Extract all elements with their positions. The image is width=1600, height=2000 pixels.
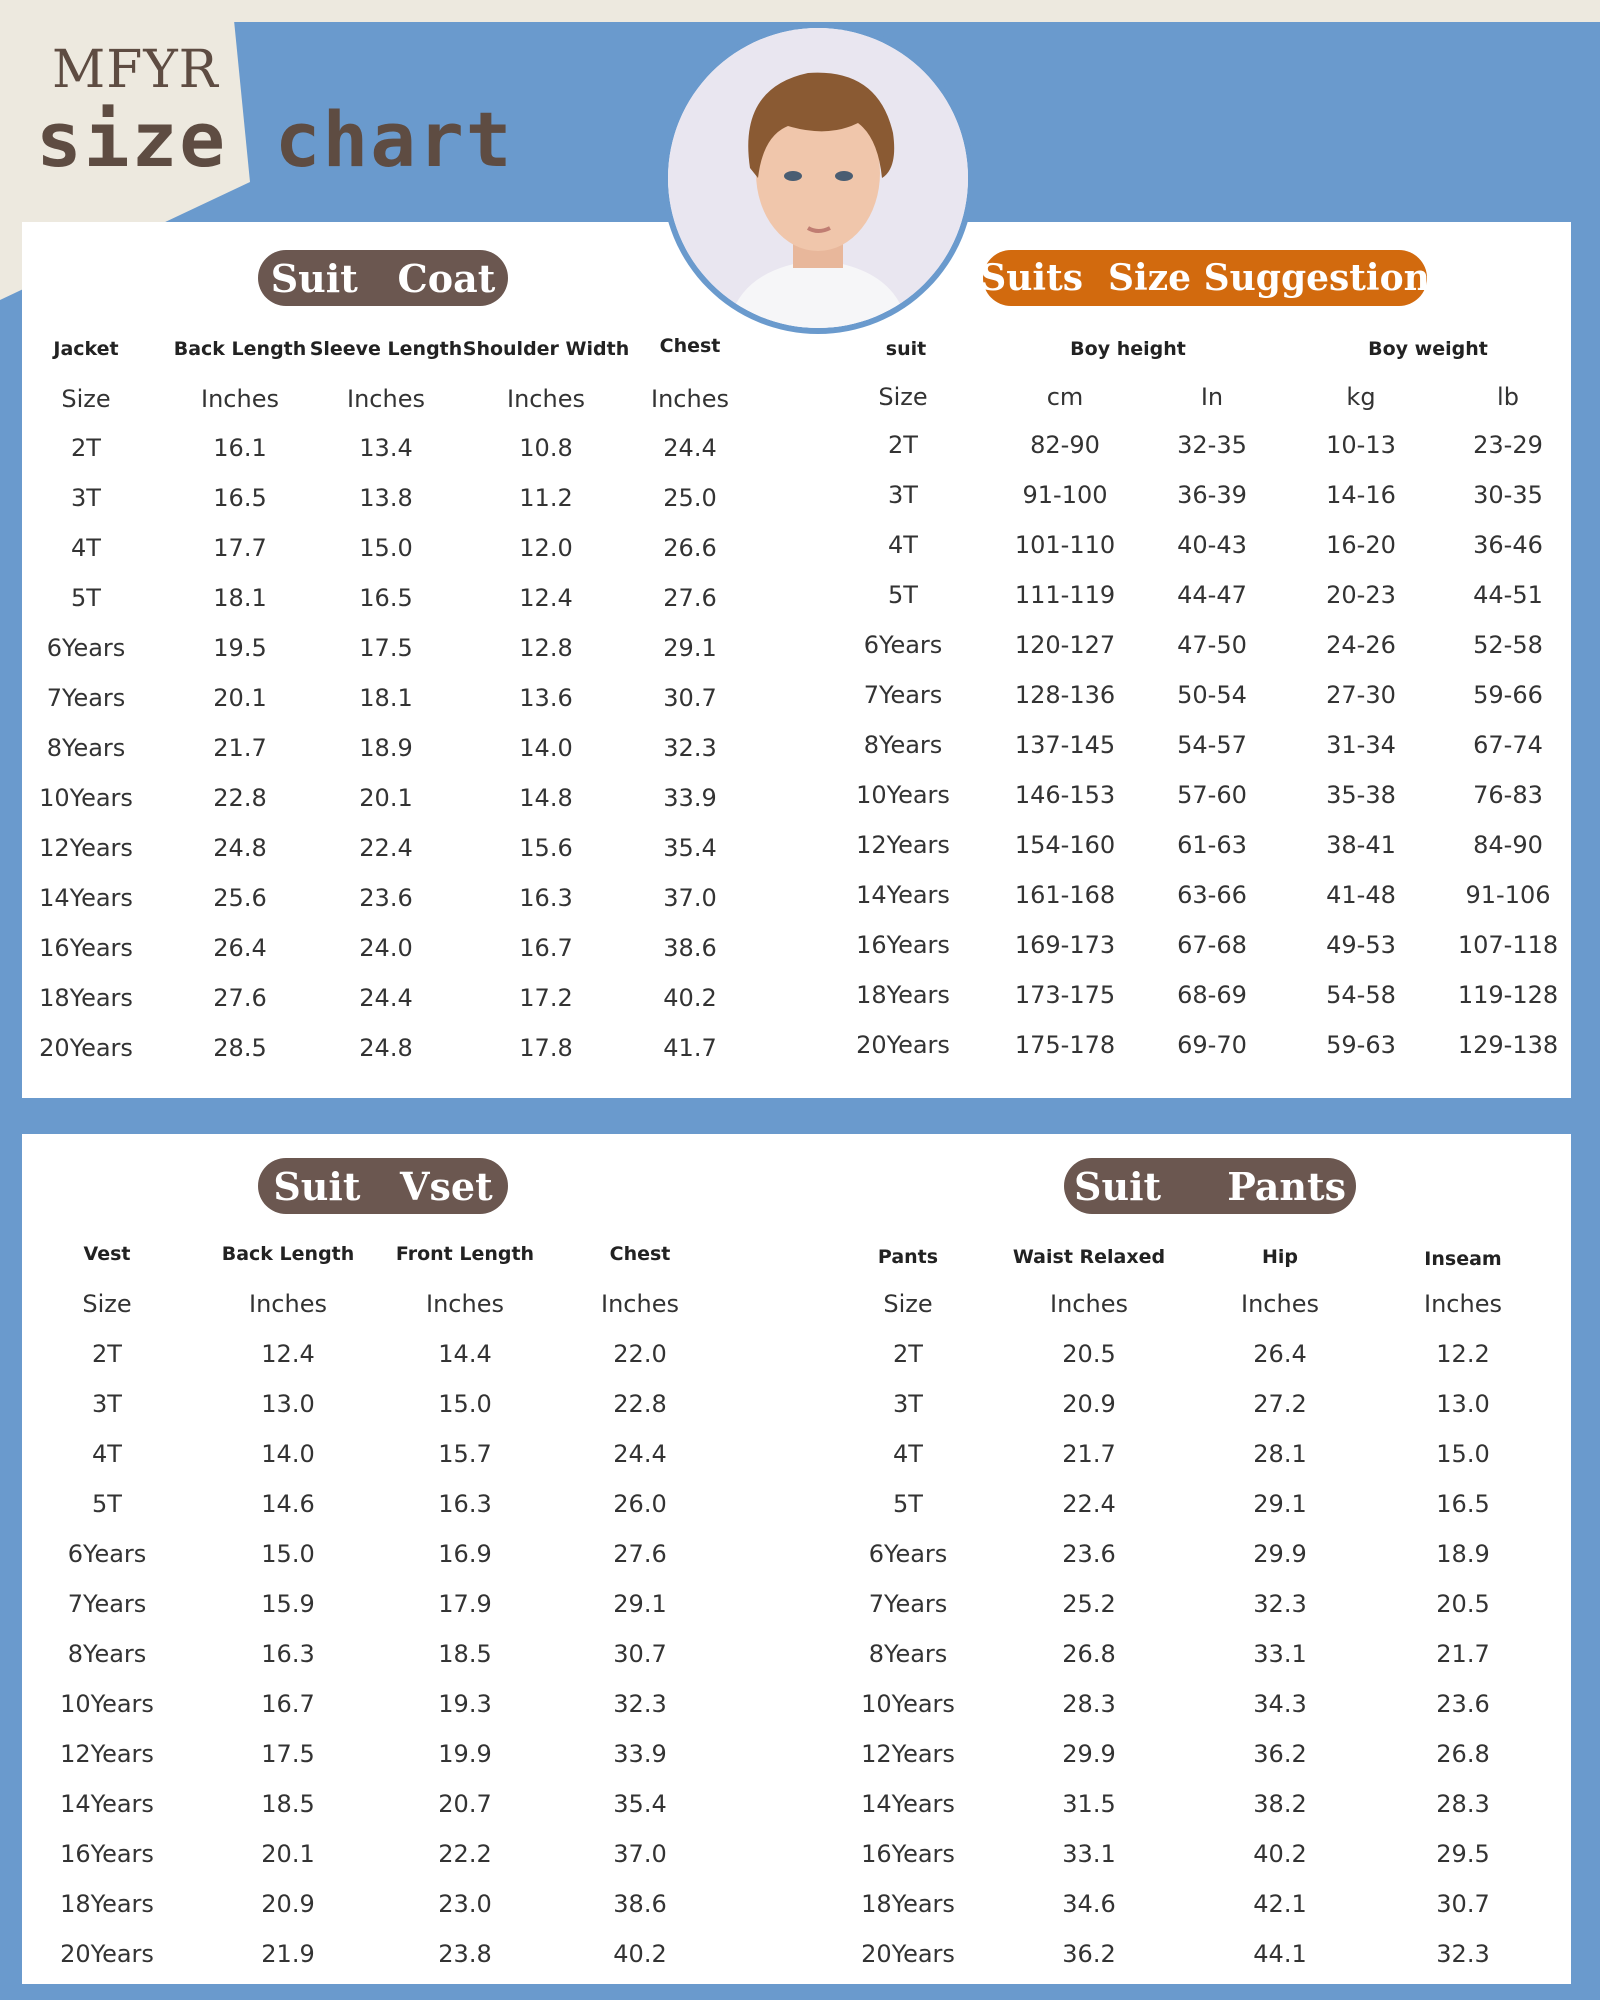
suggestion-column-header: suit — [885, 338, 927, 360]
pants-table-cell: 28.3 — [1436, 1790, 1490, 1818]
coat-table-cell: 14.8 — [519, 784, 573, 812]
suggestion-table-cell: 82-90 — [1030, 431, 1100, 459]
suggestion-table-cell: 49-53 — [1326, 931, 1396, 959]
coat-table-cell: 12Years — [39, 834, 133, 862]
vest-table-cell: 29.1 — [613, 1590, 667, 1618]
suggestion-table-cell: 91-100 — [1022, 481, 1108, 509]
pants-table-cell: 8Years — [868, 1640, 948, 1668]
suggestion-section-title: Suits Size Suggestion — [983, 250, 1427, 306]
suggestion-table-cell: 10-13 — [1326, 431, 1396, 459]
vest-table-cell: 12Years — [60, 1740, 154, 1768]
suggestion-table-cell: 10Years — [856, 781, 950, 809]
vest-table-cell: 7Years — [67, 1590, 147, 1618]
vest-table-cell: 22.8 — [613, 1390, 667, 1418]
suggestion-table-cell: 161-168 — [1014, 881, 1116, 909]
vest-table-cell: 14.0 — [261, 1440, 315, 1468]
pants-table-cell: 18.9 — [1436, 1540, 1490, 1568]
vest-table-cell: 16.3 — [438, 1490, 492, 1518]
suggestion-table-cell: 16Years — [856, 931, 950, 959]
suggestion-table-cell: 128-136 — [1014, 681, 1116, 709]
suggestion-table-cell: 12Years — [856, 831, 950, 859]
vest-table-cell: 8Years — [67, 1640, 147, 1668]
vest-column-header: Back Length — [221, 1243, 355, 1265]
suggestion-table-cell: 27-30 — [1326, 681, 1396, 709]
vest-table-cell: 15.0 — [438, 1390, 492, 1418]
pants-table-cell: 20.9 — [1062, 1390, 1116, 1418]
coat-table-cell: 11.2 — [519, 484, 573, 512]
suggestion-table-cell: 4T — [888, 531, 918, 559]
brand-logo: MFYR — [52, 40, 219, 100]
suggestion-column-header: Boy height — [1070, 338, 1186, 360]
vest-table-cell: 16Years — [60, 1840, 154, 1868]
vest-unit-label: Inches — [249, 1290, 327, 1318]
vest-table-cell: 14Years — [60, 1790, 154, 1818]
coat-section-title: Suit Coat — [258, 250, 508, 306]
coat-table-cell: 40.2 — [663, 984, 717, 1012]
vest-table-cell: 33.9 — [613, 1740, 667, 1768]
coat-table-cell: 27.6 — [213, 984, 267, 1012]
pants-table-cell: 44.1 — [1253, 1940, 1307, 1968]
pants-table-cell: 29.1 — [1253, 1490, 1307, 1518]
coat-table-cell: 13.6 — [519, 684, 573, 712]
vest-table-cell: 13.0 — [261, 1390, 315, 1418]
coat-table-cell: 23.6 — [359, 884, 413, 912]
suggestion-table-cell: 57-60 — [1177, 781, 1247, 809]
pants-unit-label: Inches — [1241, 1290, 1319, 1318]
coat-table-cell: 15.6 — [519, 834, 573, 862]
vest-table-cell: 20.1 — [261, 1840, 315, 1868]
vest-table-cell: 27.6 — [613, 1540, 667, 1568]
coat-table-cell: 27.6 — [663, 584, 717, 612]
pants-table-cell: 28.3 — [1062, 1690, 1116, 1718]
pants-table-cell: 29.5 — [1436, 1840, 1490, 1868]
suggestion-table-cell: 173-175 — [1014, 981, 1116, 1009]
suggestion-table-cell: 41-48 — [1326, 881, 1396, 909]
coat-table-cell: 24.0 — [359, 934, 413, 962]
coat-table-cell: 5T — [71, 584, 101, 612]
coat-table-cell: 41.7 — [663, 1034, 717, 1062]
suggestion-table-cell: 59-63 — [1326, 1031, 1396, 1059]
pants-table-cell: 33.1 — [1253, 1640, 1307, 1668]
pants-table-cell: 22.4 — [1062, 1490, 1116, 1518]
vest-table-cell: 20.7 — [438, 1790, 492, 1818]
coat-table-cell: 37.0 — [663, 884, 717, 912]
coat-column-header: Shoulder Width — [462, 338, 630, 360]
avatar — [668, 28, 968, 328]
coat-table-cell: 20Years — [39, 1034, 133, 1062]
vest-table-cell: 21.9 — [261, 1940, 315, 1968]
pants-table-cell: 15.0 — [1436, 1440, 1490, 1468]
suggestion-table-cell: 32-35 — [1177, 431, 1247, 459]
suggestion-table-cell: 14Years — [856, 881, 950, 909]
coat-table-cell: 26.4 — [213, 934, 267, 962]
vest-table-cell: 15.7 — [438, 1440, 492, 1468]
coat-table-cell: 20.1 — [359, 784, 413, 812]
pants-column-header: Inseam — [1424, 1248, 1502, 1270]
suggestion-unit-label: cm — [1046, 383, 1084, 411]
vest-table-cell: 3T — [92, 1390, 122, 1418]
pants-table-cell: 16Years — [861, 1840, 955, 1868]
suggestion-table-cell: 129-138 — [1457, 1031, 1559, 1059]
vest-table-cell: 6Years — [67, 1540, 147, 1568]
coat-table-cell: 24.8 — [213, 834, 267, 862]
pants-table-cell: 23.6 — [1436, 1690, 1490, 1718]
vest-unit-label: Inches — [601, 1290, 679, 1318]
coat-table-cell: 12.0 — [519, 534, 573, 562]
pants-table-cell: 21.7 — [1062, 1440, 1116, 1468]
suggestion-table-cell: 18Years — [856, 981, 950, 1009]
coat-table-cell: 21.7 — [213, 734, 267, 762]
coat-table-cell: 24.8 — [359, 1034, 413, 1062]
coat-table-cell: 14.0 — [519, 734, 573, 762]
vest-table-cell: 19.9 — [438, 1740, 492, 1768]
pants-table-cell: 4T — [893, 1440, 923, 1468]
coat-table-cell: 13.4 — [359, 434, 413, 462]
coat-table-cell: 6Years — [46, 634, 126, 662]
suggestion-table-cell: 38-41 — [1326, 831, 1396, 859]
vest-table-cell: 20.9 — [261, 1890, 315, 1918]
coat-table-cell: 32.3 — [663, 734, 717, 762]
coat-table-cell: 4T — [71, 534, 101, 562]
pants-unit-label: Inches — [1050, 1290, 1128, 1318]
vest-table-cell: 26.0 — [613, 1490, 667, 1518]
pants-table-cell: 16.5 — [1436, 1490, 1490, 1518]
pants-table-cell: 27.2 — [1253, 1390, 1307, 1418]
pants-column-header: Hip — [1261, 1246, 1299, 1268]
coat-table-cell: 18.9 — [359, 734, 413, 762]
coat-table-cell: 12.8 — [519, 634, 573, 662]
coat-table-cell: 18.1 — [359, 684, 413, 712]
coat-table-cell: 16.5 — [359, 584, 413, 612]
suggestion-table-cell: 2T — [888, 431, 918, 459]
pants-table-cell: 20.5 — [1436, 1590, 1490, 1618]
coat-unit-label: Inches — [347, 385, 425, 413]
vest-table-cell: 15.0 — [261, 1540, 315, 1568]
vest-table-cell: 38.6 — [613, 1890, 667, 1918]
pants-table-cell: 12Years — [861, 1740, 955, 1768]
pants-table-cell: 30.7 — [1436, 1890, 1490, 1918]
coat-table-cell: 16.3 — [519, 884, 573, 912]
vest-section-title: Suit Vset — [258, 1158, 508, 1214]
pants-table-cell: 26.8 — [1436, 1740, 1490, 1768]
suggestion-table-cell: 63-66 — [1177, 881, 1247, 909]
coat-column-header: Jacket — [53, 338, 119, 360]
coat-table-cell: 13.8 — [359, 484, 413, 512]
coat-unit-label: Inches — [507, 385, 585, 413]
suggestion-table-cell: 84-90 — [1473, 831, 1543, 859]
coat-table-cell: 17.5 — [359, 634, 413, 662]
vest-table-cell: 20Years — [60, 1940, 154, 1968]
vest-table-cell: 12.4 — [261, 1340, 315, 1368]
coat-table-cell: 17.8 — [519, 1034, 573, 1062]
vest-table-cell: 10Years — [60, 1690, 154, 1718]
suggestion-table-cell: 6Years — [863, 631, 943, 659]
suggestion-table-cell: 54-57 — [1177, 731, 1247, 759]
vest-table-cell: 40.2 — [613, 1940, 667, 1968]
coat-table-cell: 12.4 — [519, 584, 573, 612]
vest-table-cell: 5T — [92, 1490, 122, 1518]
pants-table-cell: 32.3 — [1436, 1940, 1490, 1968]
coat-table-cell: 25.0 — [663, 484, 717, 512]
suggestion-column-header: Boy weight — [1368, 338, 1488, 360]
vest-table-cell: 30.7 — [613, 1640, 667, 1668]
coat-table-cell: 24.4 — [663, 434, 717, 462]
coat-column-header: Sleeve Length — [309, 338, 463, 360]
vest-unit-label: Size — [82, 1290, 132, 1318]
vest-column-header: Front Length — [395, 1243, 535, 1265]
suggestion-table-cell: 101-110 — [1014, 531, 1116, 559]
suggestion-unit-label: kg — [1346, 383, 1376, 411]
suggestion-table-cell: 169-173 — [1014, 931, 1116, 959]
suggestion-table-cell: 35-38 — [1326, 781, 1396, 809]
vest-table-cell: 32.3 — [613, 1690, 667, 1718]
suggestion-table-cell: 175-178 — [1014, 1031, 1116, 1059]
boy-portrait-icon — [668, 28, 968, 328]
suggestion-table-cell: 67-68 — [1177, 931, 1247, 959]
coat-table-cell: 22.8 — [213, 784, 267, 812]
coat-table-cell: 16.5 — [213, 484, 267, 512]
top-band — [0, 0, 1600, 22]
pants-table-cell: 20Years — [861, 1940, 955, 1968]
pants-column-header: Pants — [877, 1246, 939, 1268]
suggestion-table-cell: 47-50 — [1177, 631, 1247, 659]
coat-table-cell: 20.1 — [213, 684, 267, 712]
pants-table-cell: 2T — [893, 1340, 923, 1368]
coat-table-cell: 16Years — [39, 934, 133, 962]
coat-table-cell: 33.9 — [663, 784, 717, 812]
suggestion-table-cell: 50-54 — [1177, 681, 1247, 709]
coat-column-header: Back Length — [173, 338, 307, 360]
pants-table-cell: 12.2 — [1436, 1340, 1490, 1368]
suggestion-table-cell: 31-34 — [1326, 731, 1396, 759]
coat-table-cell: 16.1 — [213, 434, 267, 462]
suggestion-table-cell: 40-43 — [1177, 531, 1247, 559]
coat-table-cell: 35.4 — [663, 834, 717, 862]
vest-table-cell: 16.7 — [261, 1690, 315, 1718]
page-title: size chart — [36, 95, 514, 184]
suggestion-table-cell: 44-47 — [1177, 581, 1247, 609]
pants-table-cell: 29.9 — [1253, 1540, 1307, 1568]
pants-table-cell: 3T — [893, 1390, 923, 1418]
pants-table-cell: 10Years — [861, 1690, 955, 1718]
coat-table-cell: 19.5 — [213, 634, 267, 662]
vest-table-cell: 18Years — [60, 1890, 154, 1918]
pants-unit-label: Size — [883, 1290, 933, 1318]
suggestion-table-cell: 76-83 — [1473, 781, 1543, 809]
pants-table-cell: 13.0 — [1436, 1390, 1490, 1418]
pants-table-cell: 32.3 — [1253, 1590, 1307, 1618]
coat-unit-label: Inches — [651, 385, 729, 413]
vest-table-cell: 14.4 — [438, 1340, 492, 1368]
suggestion-table-cell: 44-51 — [1473, 581, 1543, 609]
vest-table-cell: 15.9 — [261, 1590, 315, 1618]
suggestion-table-cell: 69-70 — [1177, 1031, 1247, 1059]
coat-table-cell: 28.5 — [213, 1034, 267, 1062]
pants-table-cell: 7Years — [868, 1590, 948, 1618]
suggestion-table-cell: 23-29 — [1473, 431, 1543, 459]
suggestion-table-cell: 3T — [888, 481, 918, 509]
suggestion-table-cell: 111-119 — [1014, 581, 1116, 609]
pants-table-cell: 20.5 — [1062, 1340, 1116, 1368]
suggestion-table-cell: 36-46 — [1473, 531, 1543, 559]
suggestion-table-cell: 52-58 — [1473, 631, 1543, 659]
vest-table-cell: 18.5 — [261, 1790, 315, 1818]
pants-table-cell: 29.9 — [1062, 1740, 1116, 1768]
coat-table-cell: 26.6 — [663, 534, 717, 562]
vest-table-cell: 22.2 — [438, 1840, 492, 1868]
coat-table-cell: 17.2 — [519, 984, 573, 1012]
pants-table-cell: 14Years — [861, 1790, 955, 1818]
coat-table-cell: 22.4 — [359, 834, 413, 862]
pants-table-cell: 31.5 — [1062, 1790, 1116, 1818]
pants-column-header: Waist Relaxed — [1012, 1246, 1166, 1268]
vest-unit-label: Inches — [426, 1290, 504, 1318]
suggestion-table-cell: 59-66 — [1473, 681, 1543, 709]
suggestion-table-cell: 5T — [888, 581, 918, 609]
vest-table-cell: 22.0 — [613, 1340, 667, 1368]
coat-table-cell: 38.6 — [663, 934, 717, 962]
coat-unit-label: Size — [61, 385, 111, 413]
coat-column-header: Chest — [659, 335, 721, 357]
coat-table-cell: 18.1 — [213, 584, 267, 612]
vest-table-cell: 24.4 — [613, 1440, 667, 1468]
coat-table-cell: 2T — [71, 434, 101, 462]
pants-table-cell: 38.2 — [1253, 1790, 1307, 1818]
coat-table-cell: 7Years — [46, 684, 126, 712]
suggestion-table-cell: 154-160 — [1014, 831, 1116, 859]
vest-table-cell: 2T — [92, 1340, 122, 1368]
pants-table-cell: 34.6 — [1062, 1890, 1116, 1918]
suggestion-table-cell: 8Years — [863, 731, 943, 759]
suggestion-table-cell: 68-69 — [1177, 981, 1247, 1009]
suggestion-table-cell: 36-39 — [1177, 481, 1247, 509]
pants-table-cell: 26.4 — [1253, 1340, 1307, 1368]
coat-table-cell: 24.4 — [359, 984, 413, 1012]
pants-table-cell: 21.7 — [1436, 1640, 1490, 1668]
suggestion-table-cell: 91-106 — [1465, 881, 1551, 909]
vest-table-cell: 19.3 — [438, 1690, 492, 1718]
coat-table-cell: 10Years — [39, 784, 133, 812]
pants-table-cell: 36.2 — [1253, 1740, 1307, 1768]
pants-unit-label: Inches — [1424, 1290, 1502, 1318]
suggestion-table-cell: 24-26 — [1326, 631, 1396, 659]
vest-column-header: Vest — [83, 1243, 131, 1265]
coat-table-cell: 25.6 — [213, 884, 267, 912]
vest-table-cell: 23.0 — [438, 1890, 492, 1918]
pants-table-cell: 33.1 — [1062, 1840, 1116, 1868]
pants-table-cell: 42.1 — [1253, 1890, 1307, 1918]
suggestion-table-cell: 67-74 — [1473, 731, 1543, 759]
pants-section-title: Suit Pants — [1064, 1158, 1356, 1214]
pants-table-cell: 18Years — [861, 1890, 955, 1918]
suggestion-table-cell: 7Years — [863, 681, 943, 709]
coat-table-cell: 30.7 — [663, 684, 717, 712]
suggestion-table-cell: 61-63 — [1177, 831, 1247, 859]
pants-table-cell: 36.2 — [1062, 1940, 1116, 1968]
suggestion-table-cell: 30-35 — [1473, 481, 1543, 509]
coat-table-cell: 29.1 — [663, 634, 717, 662]
coat-table-cell: 17.7 — [213, 534, 267, 562]
suggestion-table-cell: 20-23 — [1326, 581, 1396, 609]
vest-table-cell: 37.0 — [613, 1840, 667, 1868]
coat-table-cell: 16.7 — [519, 934, 573, 962]
suggestion-table-cell: 146-153 — [1014, 781, 1116, 809]
suggestion-table-cell: 16-20 — [1326, 531, 1396, 559]
pants-table-cell: 25.2 — [1062, 1590, 1116, 1618]
coat-table-cell: 18Years — [39, 984, 133, 1012]
coat-table-cell: 15.0 — [359, 534, 413, 562]
vest-table-cell: 16.3 — [261, 1640, 315, 1668]
coat-table-cell: 14Years — [39, 884, 133, 912]
coat-table-cell: 3T — [71, 484, 101, 512]
vest-table-cell: 14.6 — [261, 1490, 315, 1518]
pants-table-cell: 5T — [893, 1490, 923, 1518]
vest-table-cell: 35.4 — [613, 1790, 667, 1818]
vest-table-cell: 16.9 — [438, 1540, 492, 1568]
coat-table-cell: 8Years — [46, 734, 126, 762]
vest-table-cell: 23.8 — [438, 1940, 492, 1968]
suggestion-table-cell: 120-127 — [1014, 631, 1116, 659]
vest-table-cell: 18.5 — [438, 1640, 492, 1668]
coat-unit-label: Inches — [201, 385, 279, 413]
pants-table-cell: 26.8 — [1062, 1640, 1116, 1668]
suggestion-table-cell: 137-145 — [1014, 731, 1116, 759]
coat-table-cell: 10.8 — [519, 434, 573, 462]
pants-table-cell: 34.3 — [1253, 1690, 1307, 1718]
pants-table-cell: 40.2 — [1253, 1840, 1307, 1868]
pants-table-cell: 6Years — [868, 1540, 948, 1568]
vest-table-cell: 4T — [92, 1440, 122, 1468]
vest-table-cell: 17.9 — [438, 1590, 492, 1618]
suggestion-unit-label: Size — [878, 383, 928, 411]
suggestion-table-cell: 20Years — [856, 1031, 950, 1059]
pants-table-cell: 23.6 — [1062, 1540, 1116, 1568]
suggestion-table-cell: 119-128 — [1457, 981, 1559, 1009]
pants-table-cell: 28.1 — [1253, 1440, 1307, 1468]
vest-column-header: Chest — [609, 1243, 671, 1265]
vest-table-cell: 17.5 — [261, 1740, 315, 1768]
suggestion-unit-label: In — [1200, 383, 1224, 411]
suggestion-table-cell: 14-16 — [1326, 481, 1396, 509]
suggestion-table-cell: 107-118 — [1457, 931, 1559, 959]
suggestion-unit-label: lb — [1497, 383, 1519, 411]
suggestion-table-cell: 54-58 — [1326, 981, 1396, 1009]
